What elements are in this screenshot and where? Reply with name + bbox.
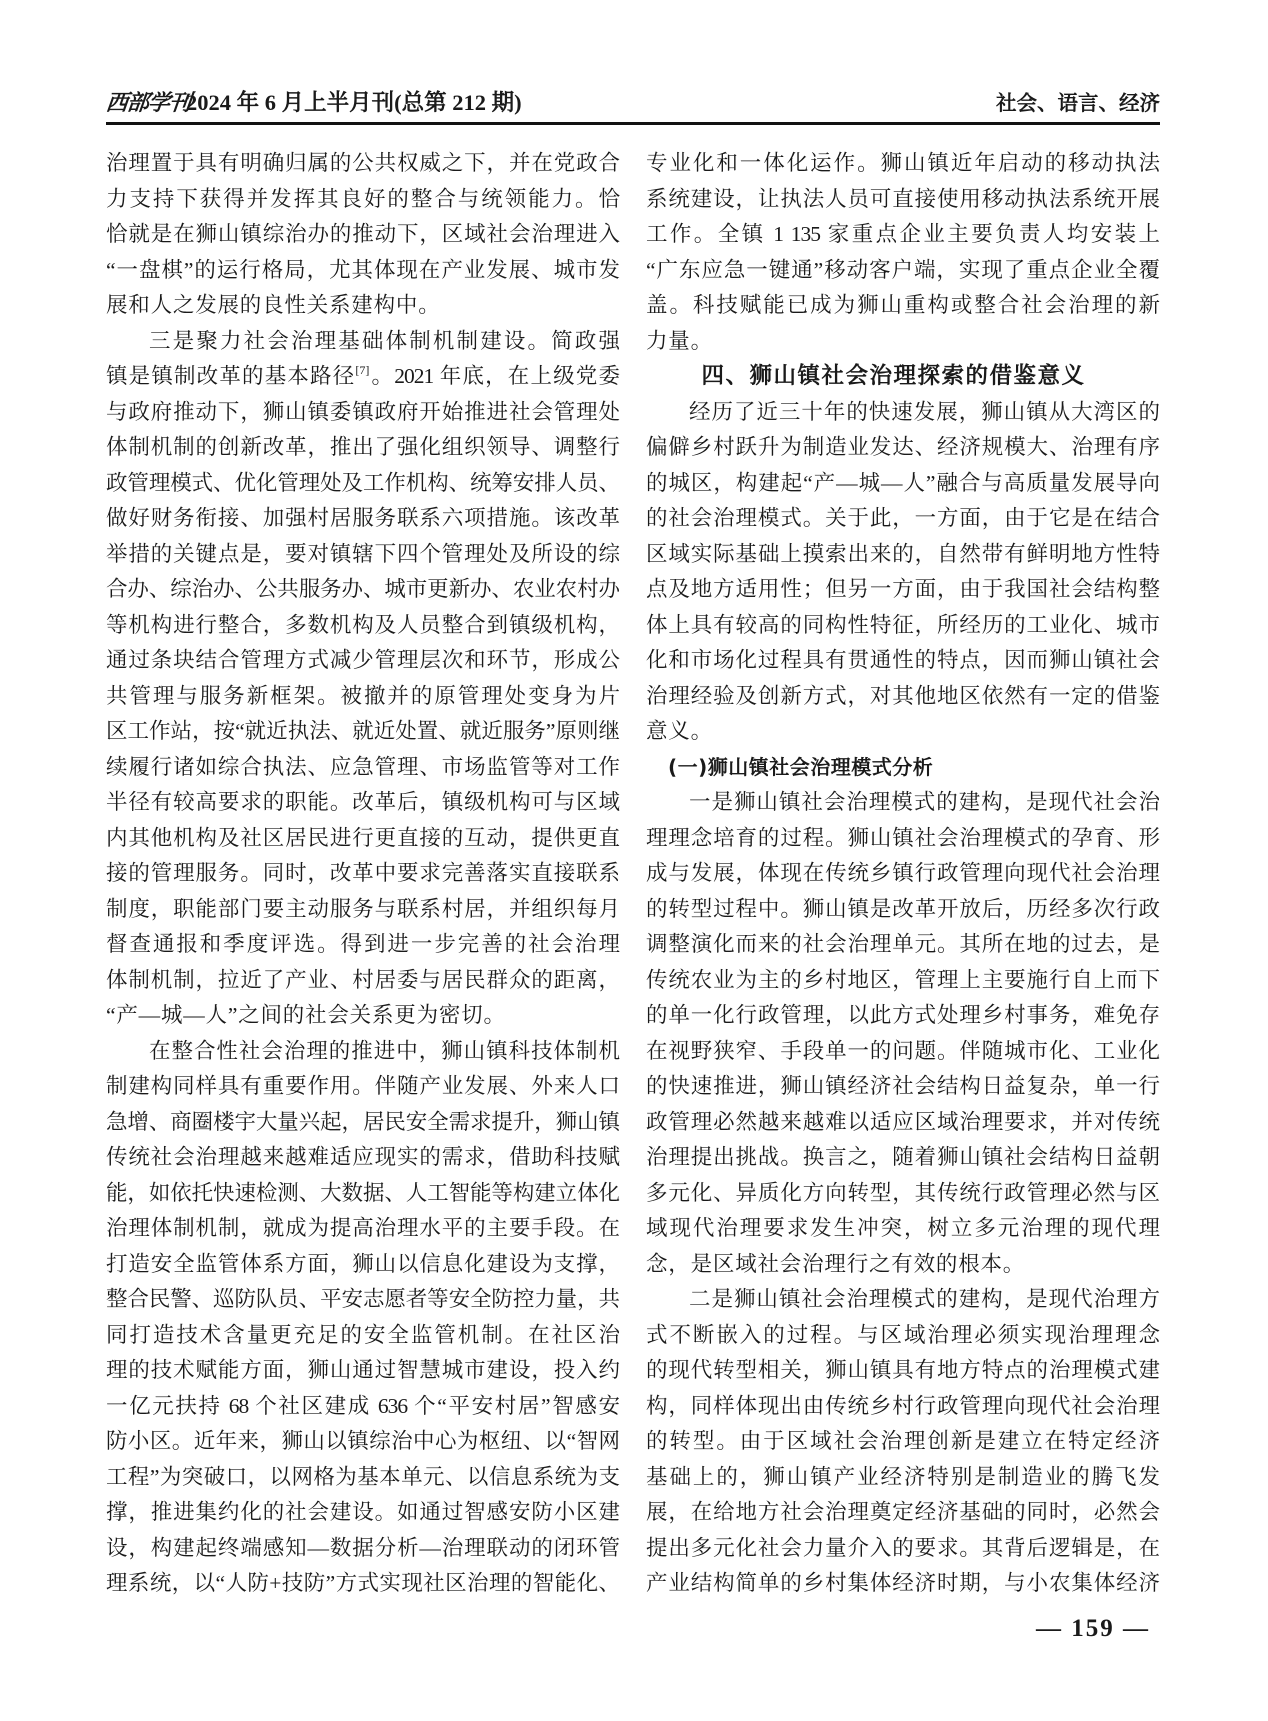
text-line: 成与发展，体现在传统乡镇行政管理向现代社会治理 <box>646 861 1159 885</box>
text-line: 二是狮山镇社会治理模式的建构，是现代治理方 <box>689 1287 1159 1311</box>
text-line: 专业化和一体化运作。狮山镇近年启动的移动执法 <box>646 151 1159 175</box>
text-line: 理理念培育的过程。狮山镇社会治理模式的孕育、形 <box>646 825 1159 850</box>
text-line: “广东应急一键通”移动客户端，实现了重点企业全覆 <box>646 257 1159 282</box>
text-line: 三是聚力社会治理基础体制机制建设。简政强 <box>149 328 619 353</box>
text-line: 急增、商圈楼宇大量兴起，居民安全需求提升，狮山镇 <box>106 1109 619 1134</box>
text-line: 体上具有较高的同构性特征，所经历的工业化、城市 <box>646 612 1159 637</box>
text-line: 治理经验及创新方式，对其他地区依然有一定的借鉴 <box>646 683 1159 708</box>
text-line: 调整演化而来的社会治理单元。其所在地的过去，是 <box>646 932 1159 956</box>
text-line: 通过条块结合管理方式减少管理层次和环节，形成公 <box>106 648 619 672</box>
text-segment: 镇是镇制改革的基本路径 <box>106 364 356 388</box>
text-line: 提出多元化社会力量介入的要求。其背后逻辑是，在 <box>646 1535 1159 1560</box>
right-column <box>646 146 1159 1602</box>
text-line: 在视野狭窄、手段单一的问题。伴随城市化、工业化 <box>646 1038 1159 1063</box>
text-line: 化和市场化过程具有贯通性的特点，因而狮山镇社会 <box>646 648 1159 672</box>
text-line: 展和人之发展的良性关系建构中。 <box>106 293 441 317</box>
text-line: 工作。全镇 1 135 家重点企业主要负责人均安装上 <box>646 222 1159 246</box>
text-line: 系统建设，让执法人员可直接使用移动执法系统开展 <box>646 186 1159 211</box>
text-line: 合办、综治办、公共服务办、城市更新办、农业农村办 <box>106 577 619 601</box>
text-line: 治理置于具有明确归属的公共权威之下，并在党政合 <box>106 151 619 175</box>
text-line: 同打造技术含量更充足的安全监管机制。在社区治 <box>106 1322 619 1347</box>
text-line: 理的技术赋能方面，狮山通过智慧城市建设，投入约 <box>106 1358 619 1382</box>
text-line: 偏僻乡村跃升为制造业发达、经济规模大、治理有序 <box>646 435 1159 459</box>
text-line: “一盘棋”的运行格局，尤其体现在产业发展、城市发 <box>106 257 619 282</box>
subsection-heading: (一)狮山镇社会治理模式分析 <box>668 754 934 779</box>
text-line: 的转型。由于区域社会治理创新是建立在特定经济 <box>646 1429 1159 1453</box>
text-line: 意义。 <box>646 719 713 743</box>
text-line: 制度，职能部门要主动服务与联系村居，并组织每月 <box>106 896 619 921</box>
running-header <box>106 86 1160 125</box>
text-line: 政管理必然越来越难以适应区域治理要求，并对传统 <box>646 1109 1159 1134</box>
text-line: 传统社会治理越来越难适应现实的需求，借助科技赋 <box>106 1145 619 1169</box>
text-line: 的快速推进，狮山镇经济社会结构日益复杂，单一行 <box>646 1074 1159 1098</box>
text-line: 域现代治理要求发生冲突，树立多元治理的现代理 <box>646 1216 1159 1240</box>
text-line: 打造安全监管体系方面，狮山以信息化建设为支撑， <box>106 1251 619 1276</box>
text-line: “产—城—人”之间的社会关系更为密切。 <box>106 1003 506 1027</box>
text-line: 半径有较高要求的职能。改革后，镇级机构可与区域 <box>106 790 619 814</box>
text-line: 做好财务衔接、加强村居服务联系六项措施。该改革 <box>106 506 619 530</box>
text-line: 经历了近三十年的快速发展，狮山镇从大湾区的 <box>689 399 1159 424</box>
text-line: 政管理模式、优化管理处及工作机构、统筹安排人员、 <box>106 470 619 495</box>
text-line: 一是狮山镇社会治理模式的建构，是现代社会治 <box>689 790 1159 814</box>
text-line: 力支持下获得并发挥其良好的整合与统领能力。恰 <box>106 186 619 211</box>
text-line: 的单一化行政管理，以此方式处理乡村事务，难免存 <box>646 1003 1159 1027</box>
citation-ref: [7] <box>355 363 370 377</box>
text-line: 区域实际基础上摸索出来的，自然带有鲜明地方性特 <box>646 541 1159 566</box>
section-heading: 四、狮山镇社会治理探索的借鉴意义 <box>701 363 1086 389</box>
text-line: 一亿元扶持 68 个社区建成 636 个“平安村居”智感安 <box>106 1393 619 1418</box>
section-label: 社会、语言、经济 <box>996 91 1160 115</box>
text-line: 能，如依托快速检测、大数据、人工智能等构建立体化 <box>106 1180 619 1205</box>
text-line: 体制机制的创新改革，推出了强化组织领导、调整行 <box>106 435 619 459</box>
text-line: 的城区，构建起“产—城—人”融合与高质量发展导向 <box>646 470 1159 495</box>
text-line: 的现代转型相关，狮山镇具有地方特点的治理模式建 <box>646 1358 1159 1382</box>
text-line: 续履行诸如综合执法、应急管理、市场监管等对工作 <box>106 754 619 779</box>
left-column <box>106 146 619 1602</box>
text-line: 设，构建起终端感知—数据分析—治理联动的闭环管 <box>106 1535 619 1560</box>
text-line: 制建构同样具有重要作用。伴随产业发展、外来人口 <box>106 1074 619 1098</box>
text-line: 式不断嵌入的过程。与区域治理必须实现治理理念 <box>646 1322 1159 1347</box>
text-line: 力量。 <box>646 328 713 353</box>
text-line: 治理提出挑战。换言之，随着狮山镇社会结构日益朝 <box>646 1145 1159 1169</box>
text-line: 的转型过程中。狮山镇是改革开放后，历经多次行政 <box>646 896 1159 921</box>
text-line: 等机构进行整合，多数机构及人员整合到镇级机构， <box>106 612 619 637</box>
text-line: 督查通报和季度评选。得到进一步完善的社会治理 <box>106 932 619 956</box>
text-line: 传统农业为主的乡村地区，管理上主要施行自上而下 <box>646 967 1159 992</box>
text-line: 盖。科技赋能已成为狮山重构或整合社会治理的新 <box>646 293 1159 317</box>
text-line: 治理体制机制，就成为提高治理水平的主要手段。在 <box>106 1216 619 1240</box>
text-line: 体制机制，拉近了产业、村居委与居民群众的距离， <box>106 967 619 992</box>
text-line: 恰就是在狮山镇综治办的推动下，区域社会治理进入 <box>106 222 619 246</box>
text-line: 基础上的，狮山镇产业经济特别是制造业的腾飞发 <box>646 1464 1159 1489</box>
text-segment: 。2021 年底，在上级党委 <box>369 364 619 388</box>
text-line <box>106 359 619 395</box>
text-line: 防小区。近年来，狮山以镇综治中心为枢纽、以“智网 <box>106 1429 619 1453</box>
text-line: 与政府推动下，狮山镇委镇政府开始推进社会管理处 <box>106 399 619 424</box>
text-line: 整合民警、巡防队员、平安志愿者等安全防控力量，共 <box>106 1287 619 1311</box>
journal-logo: 西部学刊 <box>104 90 192 116</box>
text-line: 工程”为突破口，以网格为基本单元、以信息系统为支 <box>106 1464 619 1489</box>
text-line: 举措的关键点是，要对镇辖下四个管理处及所设的综 <box>106 541 619 566</box>
text-line: 多元化、异质化方向转型，其传统行政管理必然与区 <box>646 1180 1159 1205</box>
text-line: 接的管理服务。同时，改革中要求完善落实直接联系 <box>106 861 619 885</box>
text-line: 展，在给地方社会治理奠定经济基础的同时，必然会 <box>646 1500 1159 1524</box>
page-number: — 159 — <box>1036 1615 1150 1642</box>
text-line: 念，是区域社会治理行之有效的根本。 <box>646 1251 1026 1276</box>
text-line: 共管理与服务新框架。被撤并的原管理处变身为片 <box>106 683 619 708</box>
issue-info: 2024 年 6 月上半月刊(总第 212 期) <box>186 90 522 115</box>
text-line: 内其他机构及社区居民进行更直接的互动，提供更直 <box>106 825 619 850</box>
text-line: 区工作站，按“就近执法、就近处置、就近服务”原则继 <box>106 719 619 743</box>
text-line: 的社会治理模式。关于此，一方面，由于它是在结合 <box>646 506 1159 530</box>
text-line: 点及地方适用性；但另一方面，由于我国社会结构整 <box>646 577 1159 601</box>
text-line: 在整合性社会治理的推进中，狮山镇科技体制机 <box>149 1038 619 1063</box>
text-line: 撑，推进集约化的社会建设。如通过智感安防小区建 <box>106 1500 619 1524</box>
text-line: 构，同样体现出由传统乡村行政管理向现代社会治理 <box>646 1393 1159 1418</box>
text-line: 产业结构简单的乡村集体经济时期，与小农集体经济 <box>646 1571 1159 1595</box>
text-line: 理系统，以“人防+技防”方式实现社区治理的智能化、 <box>106 1571 619 1595</box>
